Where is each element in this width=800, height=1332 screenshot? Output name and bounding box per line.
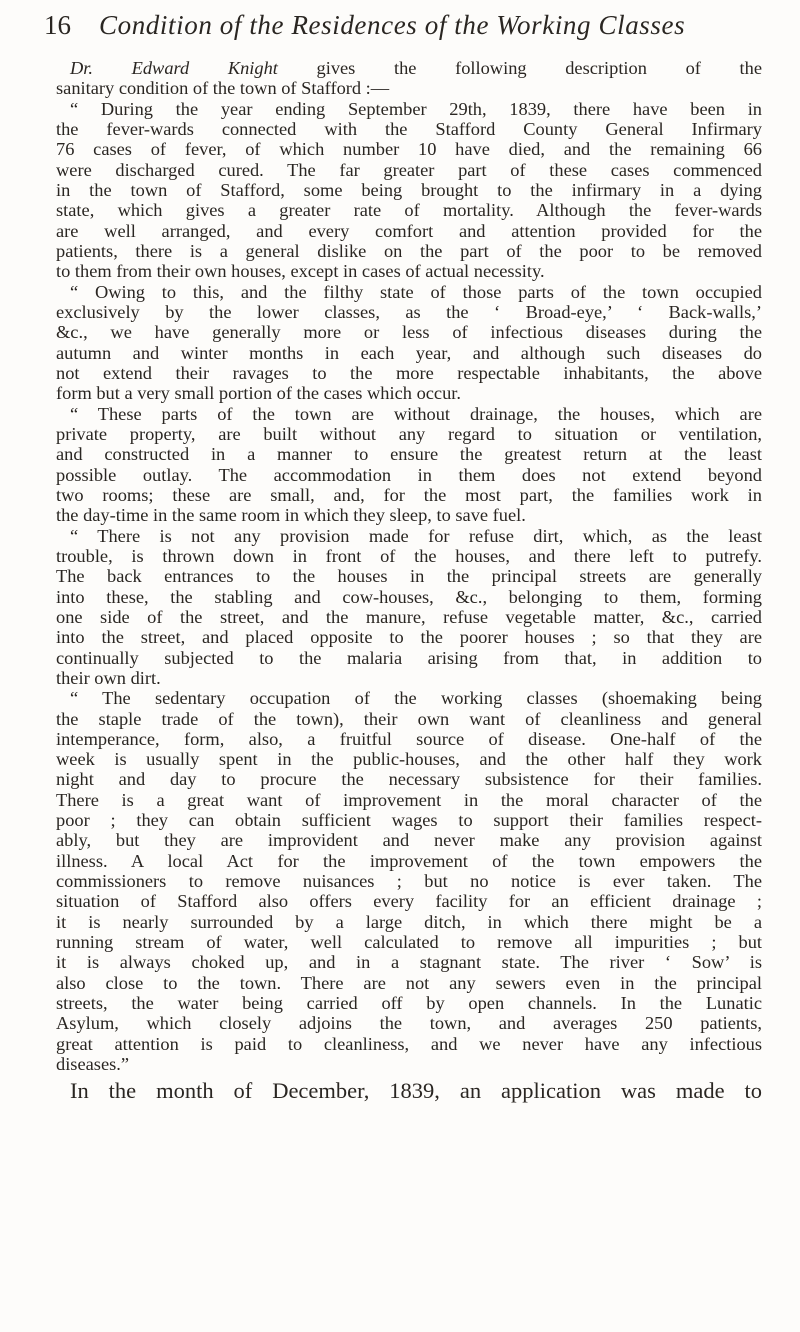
author-name: Dr. Edward Knight: [70, 58, 278, 78]
paragraph-line: patients, there is a general dislike on the part of the poor to be removed: [56, 240, 762, 261]
paragraph-line: autumn and winter months in each year, and although such diseases do: [56, 342, 762, 363]
paragraph-line: into these, the stabling and cow-houses, &c., belonging to them, forming: [56, 586, 762, 607]
paragraph-line: in the town of Stafford, some being brought to the infirmary in a dying: [56, 179, 762, 200]
paragraph-line: diseases.”: [56, 1054, 130, 1075]
intro-line: [56, 58, 762, 78]
paragraph-line: streets, the water being carried off by open channels. In the Lunatic: [56, 993, 762, 1014]
paragraph-line: “ There is not any provision made for refuse dirt, which, as the least: [70, 525, 762, 546]
paragraph-line: the day-time in the same room in which they sleep, to save fuel.: [56, 505, 526, 526]
quoted-paragraphs: [56, 99, 762, 1075]
paragraph-line: The back entrances to the houses in the principal streets are generally: [56, 566, 762, 587]
paragraph-line: &c., we have generally more or less of infectious diseases during the: [56, 322, 762, 343]
paragraph-line: form but a very small portion of the cases which occur.: [56, 383, 461, 404]
paragraph-line: into the street, and placed opposite to the poorer houses ; so that they are: [56, 627, 762, 648]
paragraph-line: “ Owing to this, and the filthy state of those parts of the town occupied: [70, 281, 762, 302]
paragraph-line: 76 cases of fever, of which number 10 have died, and the remaining 66: [56, 139, 762, 160]
paragraph-line: week is usually spent in the public-houses, and the other half they work: [56, 749, 762, 770]
paragraph-line: There is a great want of improvement in the moral character of the: [56, 789, 762, 810]
paragraph-line: and constructed in a manner to ensure the greatest return at the least: [56, 444, 762, 465]
intro-line: sanitary condition of the town of Stafford :—: [56, 78, 390, 99]
paragraph-line: also close to the town. There are not any sewers even in the principal: [56, 972, 762, 993]
paragraph-line: intemperance, form, also, a fruitful source of disease. One-half of the: [56, 728, 762, 749]
paragraph-line: private property, are built without any regard to situation or ventilation,: [56, 423, 762, 444]
paragraph-line: running stream of water, well calculated to remove all impurities ; but: [56, 932, 762, 953]
paragraph-line: their own dirt.: [56, 667, 161, 688]
paragraph-line: state, which gives a greater rate of mortality. Although the fever-wards: [56, 200, 762, 221]
running-title: Condition of the Residences of the Working Classes: [99, 10, 686, 40]
paragraph-line: situation of Stafford also offers every facility for an efficient drainage ;: [56, 891, 762, 912]
paragraph-line: to them from their own houses, except in cases of actual necessity.: [56, 261, 545, 282]
paragraph-line: it is nearly surrounded by a large ditch, in which there might be a: [56, 911, 762, 932]
paragraph-line: commissioners to remove nuisances ; but no notice is ever taken. The: [56, 871, 762, 892]
paragraph-line: one side of the street, and the manure, refuse vegetable matter, &c., carried: [56, 606, 762, 627]
paragraph-line: two rooms; these are small, and, for the most part, the families work in: [56, 484, 762, 505]
paragraph-line: not extend their ravages to the more respectable inhabitants, the above: [56, 362, 762, 383]
paragraph-line: were discharged cured. The far greater part of these cases commenced: [56, 159, 762, 180]
paragraph-line: are well arranged, and every comfort and attention provided for the: [56, 220, 762, 241]
page-number: 16: [44, 10, 71, 40]
closing-line: In the month of December, 1839, an application was made to: [70, 1078, 762, 1104]
paragraph-line: continually subjected to the malaria arising from that, in addition to: [56, 647, 762, 668]
paragraph-line: “ These parts of the town are without drainage, the houses, which are: [70, 403, 762, 424]
paragraph-line: “ During the year ending September 29th, 1839, there have been in: [70, 98, 762, 119]
paragraph-line: Asylum, which closely adjoins the town, and averages 250 patients,: [56, 1013, 762, 1034]
body-text: [56, 58, 762, 1108]
paragraph-line: it is always choked up, and in a stagnant state. The river ‘ Sow’ is: [56, 952, 762, 973]
running-head: [44, 10, 764, 50]
paragraph-line: possible outlay. The accommodation in them does not extend beyond: [56, 464, 762, 485]
paragraph-line: “ The sedentary occupation of the working classes (shoemaking being: [70, 688, 762, 709]
paragraph-line: the staple trade of the town), their own want of cleanliness and general: [56, 708, 762, 729]
paragraph-line: ably, but they are improvident and never make any provision against: [56, 830, 762, 851]
paragraph-line: great attention is paid to cleanliness, and we never have any infectious: [56, 1033, 762, 1054]
paragraph-line: the fever-wards connected with the Stafford County General Infirmary: [56, 118, 762, 139]
intro-text: gives the following description of the: [277, 58, 762, 78]
paragraph-line: trouble, is thrown down in front of the houses, and there left to putrefy.: [56, 545, 762, 566]
paragraph-line: illness. A local Act for the improvement of the town empowers the: [56, 850, 762, 871]
paragraph-line: night and day to procure the necessary subsistence for their families.: [56, 769, 762, 790]
paragraph-line: poor ; they can obtain sufficient wages to support their families respect-: [56, 810, 762, 831]
paragraph-line: exclusively by the lower classes, as the ‘ Broad-eye,’ ‘ Back-walls,’: [56, 301, 762, 322]
